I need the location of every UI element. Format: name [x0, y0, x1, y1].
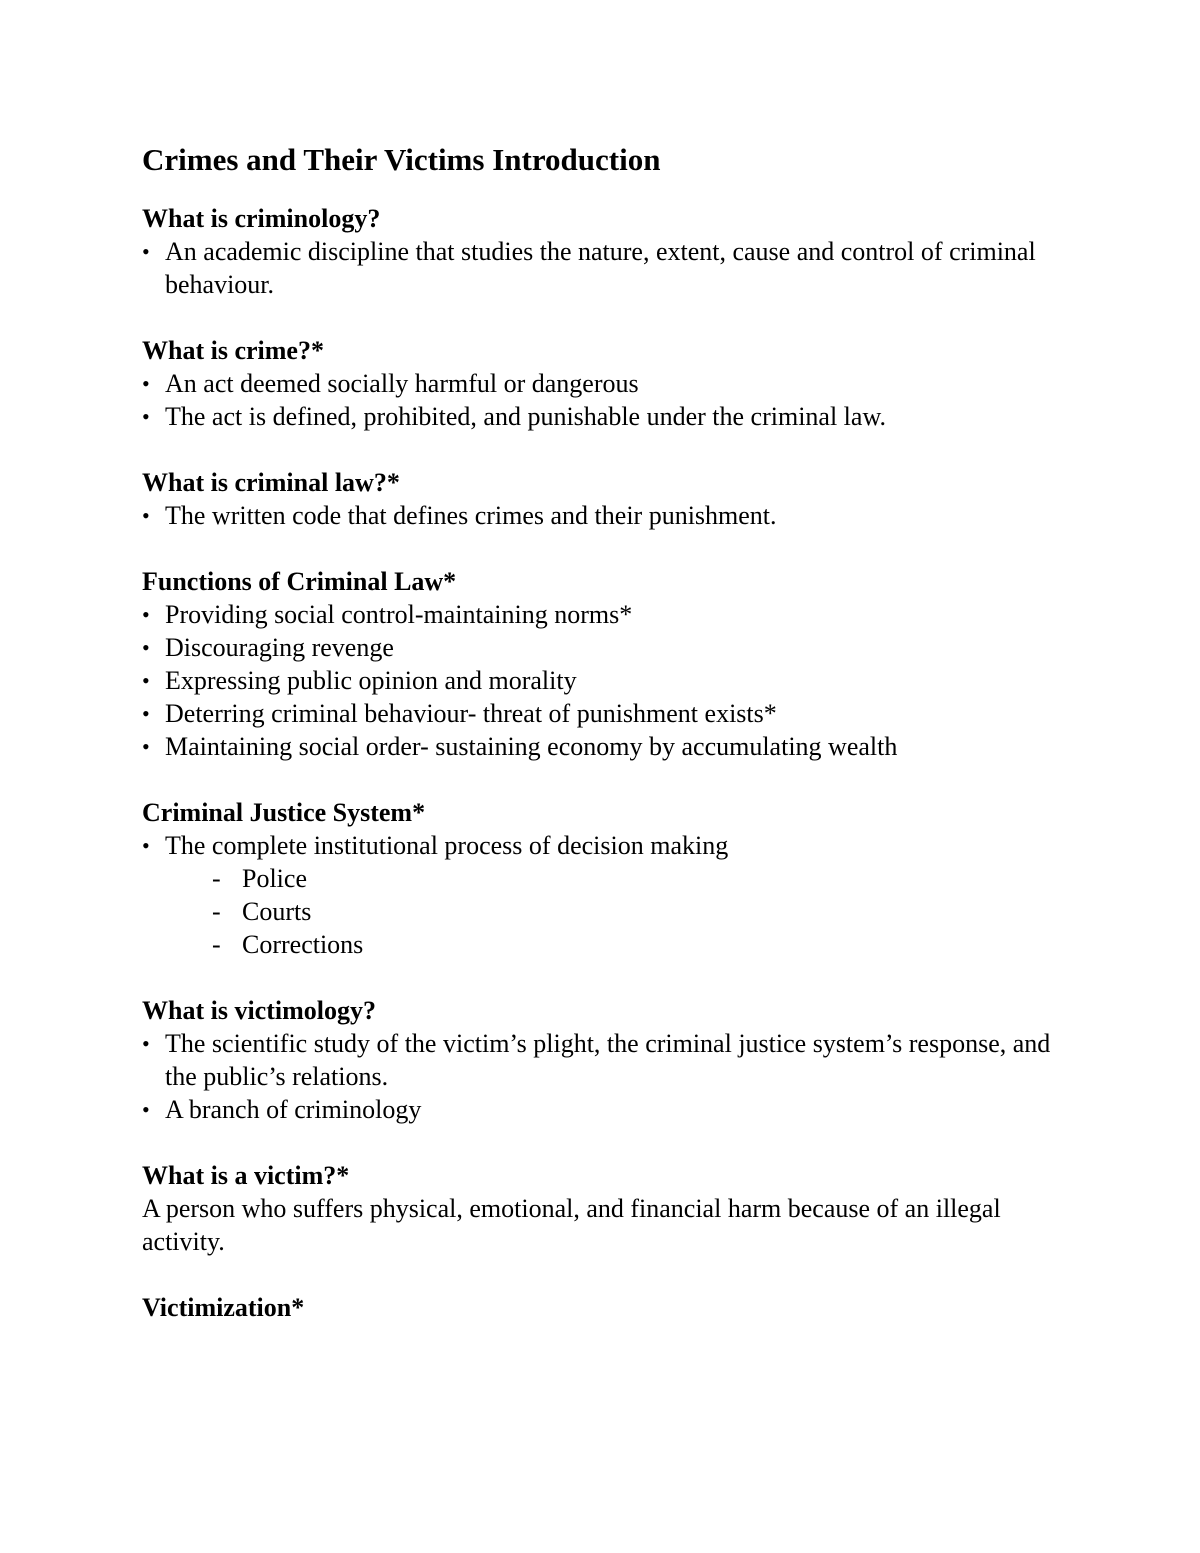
- bullet-text: The complete institutional process of decision making: [165, 831, 729, 860]
- bullet-icon: •: [142, 668, 150, 693]
- bullet-item: [142, 598, 1062, 631]
- bullet-icon: •: [142, 1031, 150, 1056]
- section-heading: Victimization*: [142, 1293, 305, 1322]
- bullet-text: The written code that defines crimes and their punishment.: [165, 501, 777, 530]
- section-criminology: [142, 202, 1062, 301]
- document-title: Crimes and Their Victims Introduction: [142, 142, 661, 177]
- bullet-item: [142, 829, 1062, 862]
- section-victimology: [142, 994, 1062, 1126]
- bullet-item: [142, 697, 1062, 730]
- sub-list: [142, 862, 1062, 961]
- bullet-list: [142, 235, 1062, 301]
- bullet-text: The scientific study of the victim’s plight, the criminal justice system’s response, and the public’s relations.: [165, 1029, 1051, 1091]
- section-paragraph: A person who suffers physical, emotional, and financial harm because of an illegal activity.: [142, 1194, 1001, 1256]
- section-heading: Functions of Criminal Law*: [142, 567, 457, 596]
- section-functions: [142, 565, 1062, 763]
- bullet-icon: •: [142, 239, 150, 264]
- bullet-list: [142, 598, 1062, 763]
- sub-item: [142, 928, 1062, 961]
- bullet-item: [142, 499, 1062, 532]
- bullet-text: A branch of criminology: [165, 1095, 422, 1124]
- bullet-list: [142, 367, 1062, 433]
- bullet-item: [142, 730, 1062, 763]
- dash-icon: -: [212, 864, 221, 893]
- bullet-icon: •: [142, 404, 150, 429]
- section-victimization: [142, 1291, 1062, 1324]
- bullet-item: [142, 1027, 1062, 1093]
- bullet-icon: •: [142, 734, 150, 759]
- bullet-icon: •: [142, 503, 150, 528]
- bullet-icon: •: [142, 833, 150, 858]
- section-heading: Criminal Justice System*: [142, 798, 426, 827]
- bullet-item: [142, 664, 1062, 697]
- bullet-list: [142, 829, 1062, 862]
- bullet-text: Deterring criminal behaviour- threat of punishment exists*: [165, 699, 777, 728]
- section-heading: What is crime?*: [142, 336, 324, 365]
- bullet-icon: •: [142, 701, 150, 726]
- bullet-text: Discouraging revenge: [165, 633, 394, 662]
- bullet-text: Providing social control-maintaining norms*: [165, 600, 633, 629]
- bullet-item: [142, 1093, 1062, 1126]
- section-heading: What is victimology?: [142, 996, 376, 1025]
- bullet-text: An academic discipline that studies the nature, extent, cause and control of criminal behaviour.: [165, 237, 1036, 299]
- sub-item-text: Courts: [242, 897, 312, 926]
- section-crime: [142, 334, 1062, 433]
- section-heading: What is criminal law?*: [142, 468, 400, 497]
- bullet-icon: •: [142, 371, 150, 396]
- sub-item: [142, 895, 1062, 928]
- section-heading: What is a victim?*: [142, 1161, 350, 1190]
- bullet-text: Expressing public opinion and morality: [165, 666, 577, 695]
- bullet-text: An act deemed socially harmful or dangerous: [165, 369, 639, 398]
- bullet-item: [142, 235, 1062, 301]
- bullet-icon: •: [142, 635, 150, 660]
- section-criminal-law: [142, 466, 1062, 532]
- bullet-text: Maintaining social order- sustaining economy by accumulating wealth: [165, 732, 898, 761]
- dash-icon: -: [212, 897, 221, 926]
- section-victim: [142, 1159, 1062, 1258]
- bullet-text: The act is defined, prohibited, and punishable under the criminal law.: [165, 402, 887, 431]
- sub-item-text: Corrections: [242, 930, 364, 959]
- section-criminal-justice-system: [142, 796, 1062, 961]
- section-heading: What is criminology?: [142, 204, 381, 233]
- bullet-list: [142, 1027, 1062, 1126]
- sub-item: [142, 862, 1062, 895]
- bullet-icon: •: [142, 1097, 150, 1122]
- sub-item-text: Police: [242, 864, 307, 893]
- bullet-item: [142, 631, 1062, 664]
- dash-icon: -: [212, 930, 221, 959]
- bullet-item: [142, 400, 1062, 433]
- bullet-icon: •: [142, 602, 150, 627]
- bullet-item: [142, 367, 1062, 400]
- bullet-list: [142, 499, 1062, 532]
- document-page: [142, 140, 1062, 1357]
